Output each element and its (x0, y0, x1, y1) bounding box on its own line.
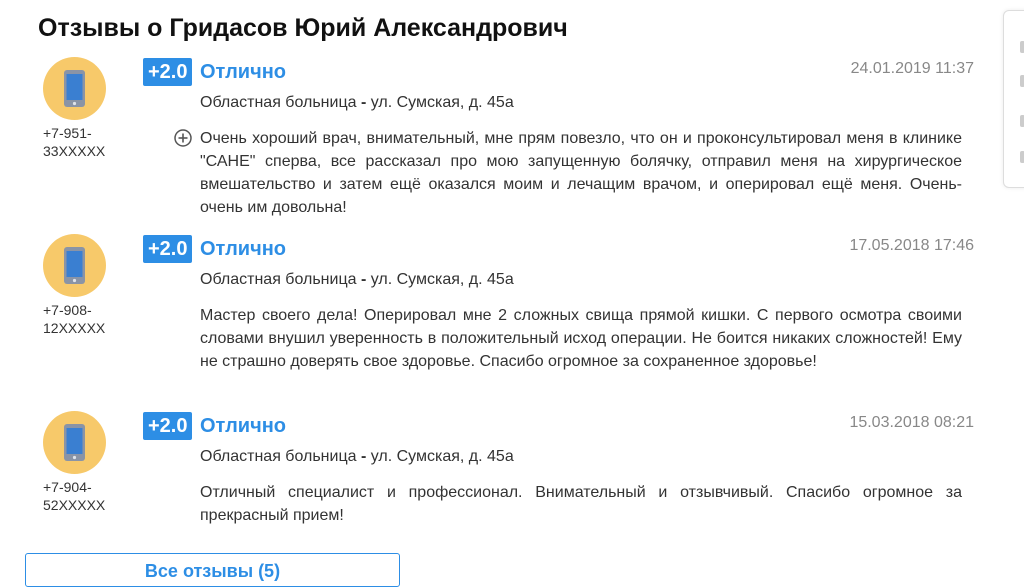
clinic-name: Областная больница (200, 94, 357, 111)
panel-handle (1020, 75, 1024, 87)
clinic-info (200, 447, 514, 467)
review-item (0, 411, 1000, 541)
panel-handle (1020, 41, 1024, 53)
smartphone-icon (43, 57, 106, 120)
review-text: Очень хороший врач, внимательный, мне прям повезло, что он и проконсультировал меня в клинике "САНЕ" сперва, все рассказал про мою запущенную болячку, отправил меня на хирургическое вмешательство и затем ещё оказался моим и лечащим врачом, и оперировал ещё меня. Очень-очень им довольна! (200, 130, 962, 216)
review-item (0, 234, 1000, 404)
panel-handle (1020, 115, 1024, 127)
all-reviews-button[interactable]: Все отзывы (5) (25, 553, 400, 587)
smartphone-icon (43, 234, 106, 297)
clinic-separator: - (356, 94, 371, 111)
clinic-separator: - (356, 448, 371, 465)
avatar (43, 57, 106, 120)
review-date: 15.03.2018 08:21 (849, 414, 974, 431)
review-text: Мастер своего дела! Оперировал мне 2 сложных свища прямой кишки. С первого осмотра своими словами внушил уверенность в положительный исход операции. Не боится никаких сложностей! Ему не страшно доверять свое здоровье. Спасибо огромное за сохраненное здоровье! (200, 307, 962, 370)
reviewer-phone: +7-951-33XXXXX (43, 125, 106, 159)
reviewer-phone: +7-908-12XXXXX (43, 302, 106, 336)
review-text: Отличный специалист и профессионал. Внимательный и отзывчивый. Спасибо огромное за прекрасный прием! (200, 484, 962, 524)
clinic-address: ул. Сумская, д. 45а (370, 448, 514, 465)
review-item (0, 57, 1000, 227)
clinic-address: ул. Сумская, д. 45а (370, 271, 514, 288)
review-date: 24.01.2019 11:37 (850, 60, 974, 77)
clinic-separator: - (356, 271, 371, 288)
clinic-name: Областная больница (200, 448, 357, 465)
plus-circle-icon[interactable] (174, 129, 192, 147)
review-date: 17.05.2018 17:46 (849, 237, 974, 254)
reviewer-phone: +7-904-52XXXXX (43, 479, 106, 513)
rating-label: Отлично (200, 238, 286, 260)
score-badge: +2.0 (143, 235, 192, 263)
rating-label: Отлично (200, 415, 286, 437)
clinic-info (200, 270, 514, 290)
rating-label: Отлично (200, 61, 286, 83)
score-badge: +2.0 (143, 58, 192, 86)
smartphone-icon (43, 411, 106, 474)
share-panel[interactable] (1003, 10, 1024, 188)
clinic-name: Областная больница (200, 271, 357, 288)
panel-handle (1020, 151, 1024, 163)
page-title: Отзывы о Гридасов Юрий Александрович (38, 14, 568, 42)
avatar (43, 234, 106, 297)
clinic-info (200, 93, 514, 113)
score-badge: +2.0 (143, 412, 192, 440)
avatar (43, 411, 106, 474)
clinic-address: ул. Сумская, д. 45а (370, 94, 514, 111)
